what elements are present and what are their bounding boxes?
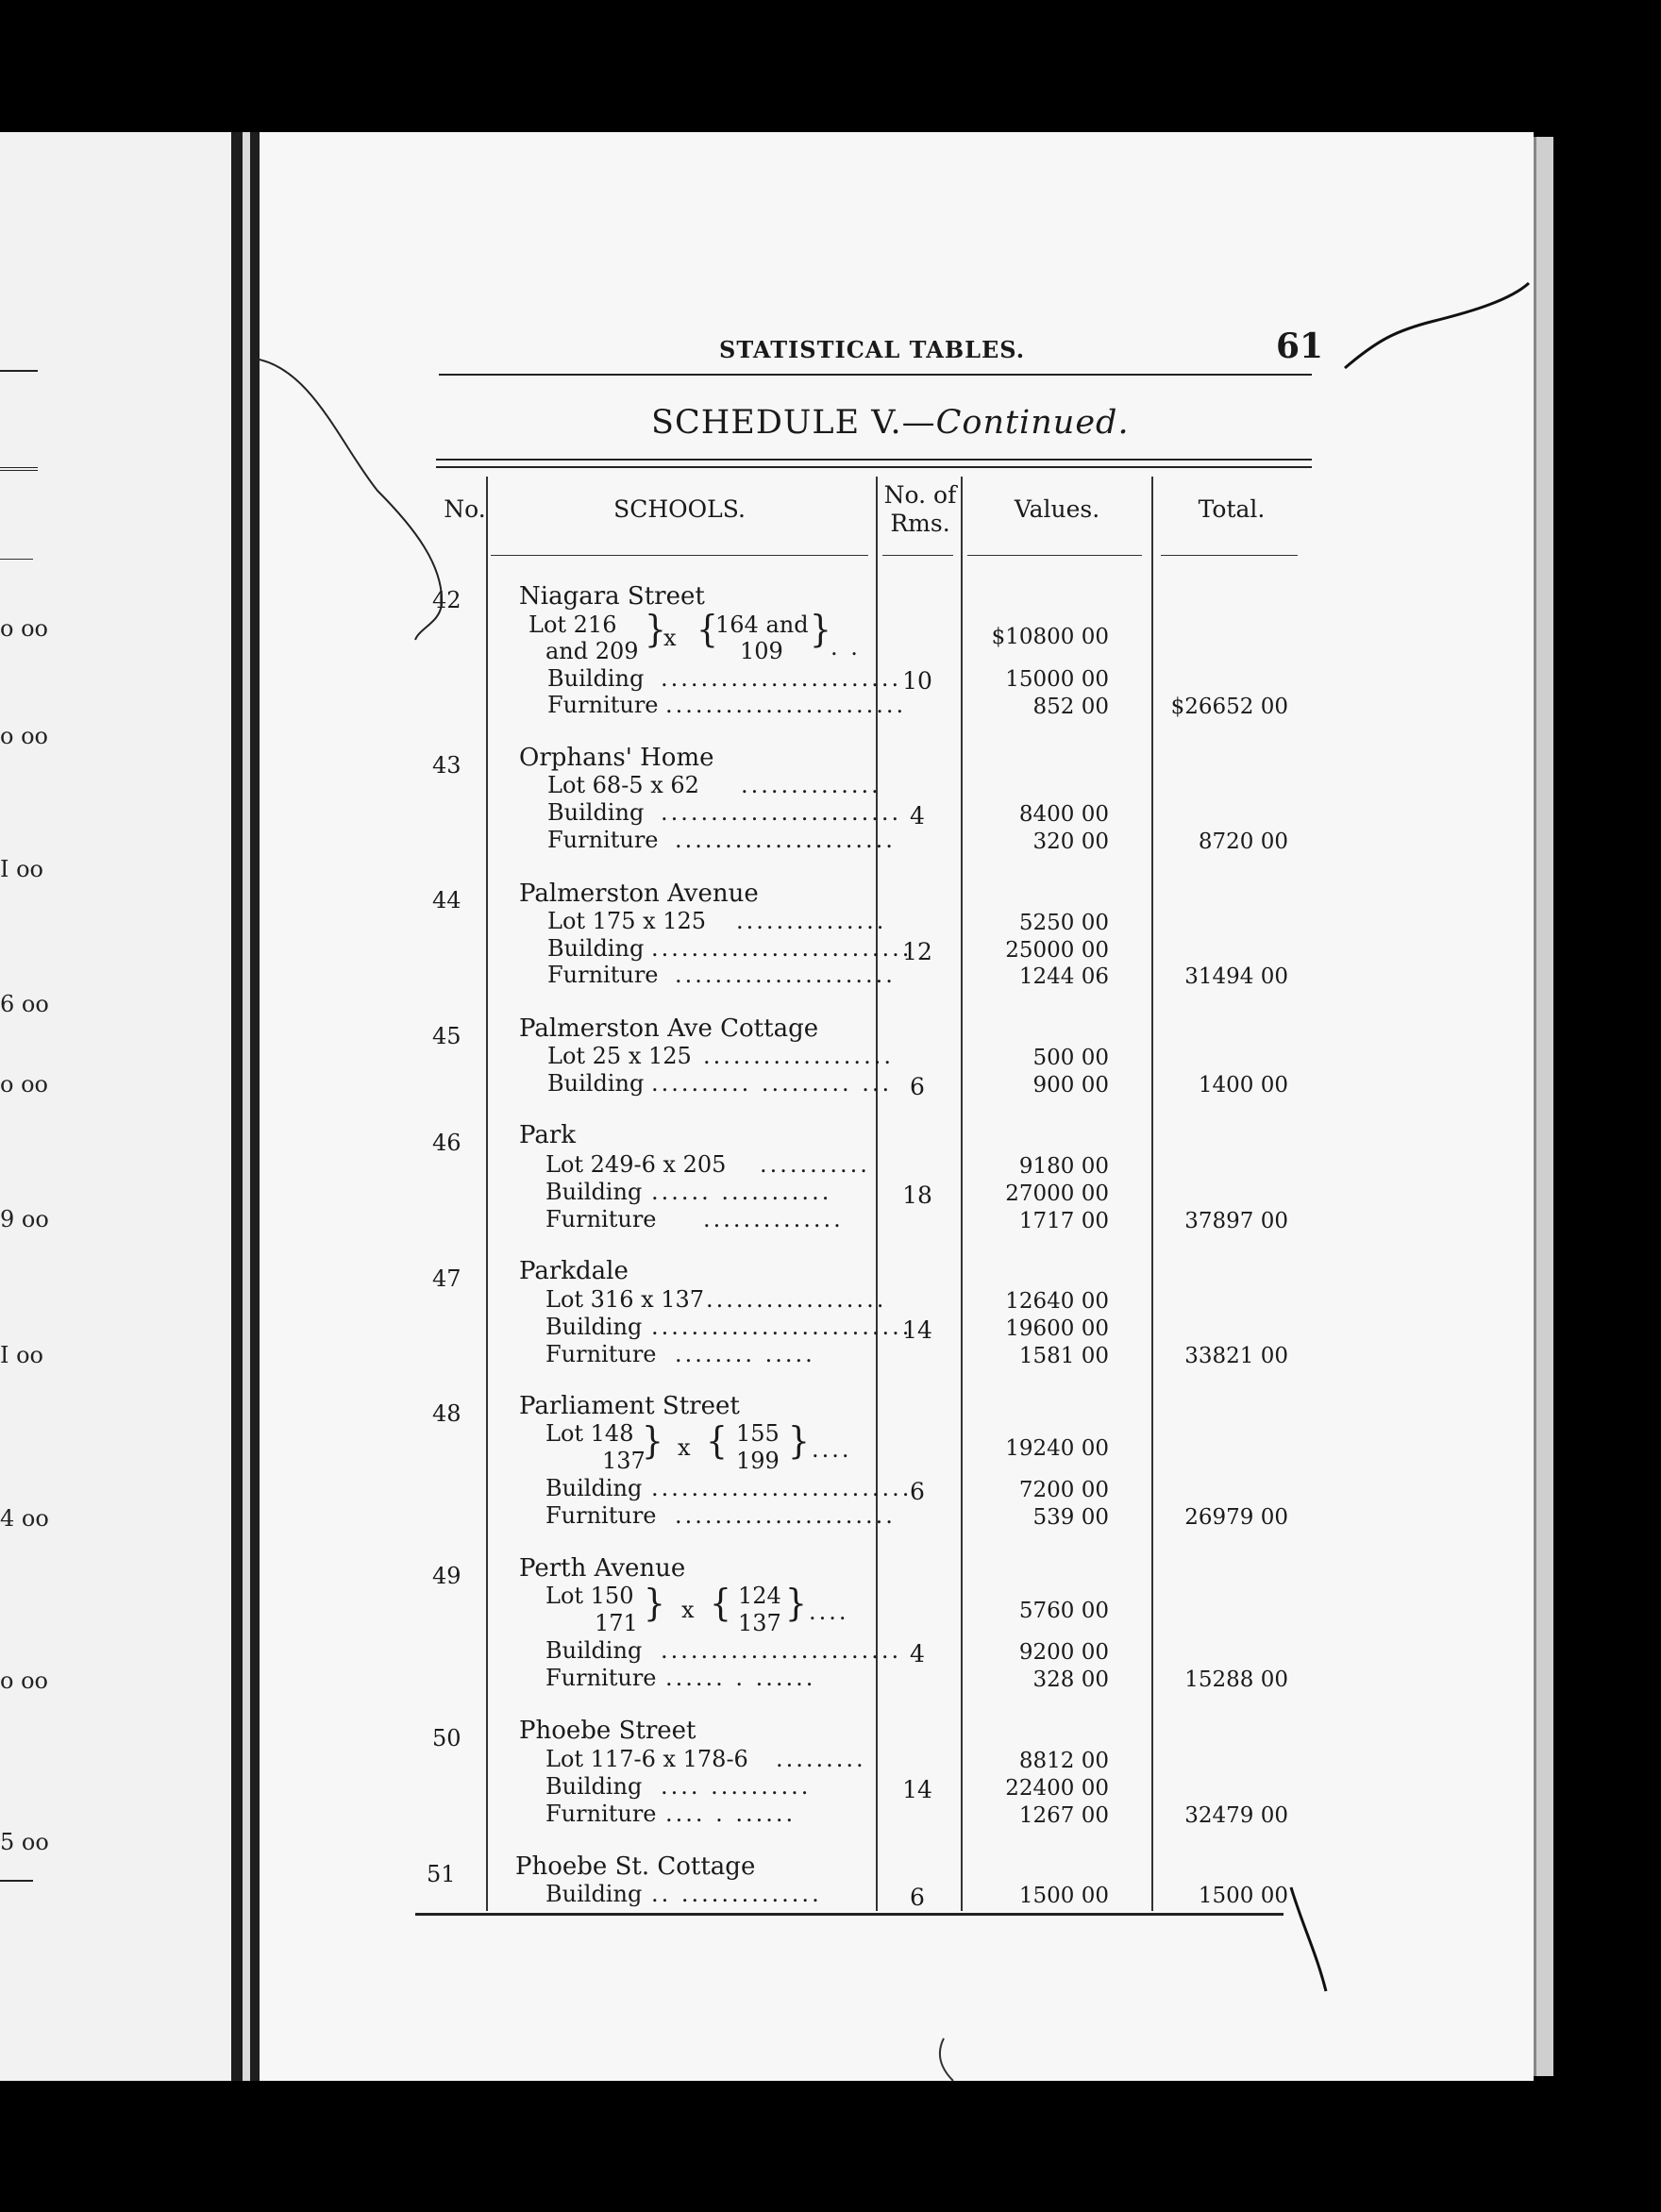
row-number: 50 [432,1725,461,1751]
value: 900 00 [1032,1073,1109,1098]
school-name: Phoebe Street [519,1717,696,1745]
rooms-count: 14 [902,1776,932,1803]
brace-glyph: } [810,608,831,651]
lot-dim-a: 164 and [715,612,809,638]
leader-dots: .... . ...... [665,1801,797,1827]
lot-dim-a: 155 [736,1420,780,1447]
leader-dots: ...................... [675,827,896,853]
item-label: Furniture [545,1206,657,1232]
row-total: 32479 00 [1184,1803,1288,1828]
running-title: STATISTICAL TABLES. [719,336,1026,363]
item-label: Furniture [545,1341,657,1367]
item-label: Lot 249-6 x 205 [545,1151,727,1178]
item-label: Furniture [545,1801,657,1827]
brace-glyph: } [642,1419,663,1463]
lot-line2: and 209 [545,638,639,664]
leader-dots: .. .............. [651,1881,822,1907]
leader-dots: ...... . ...... [665,1665,816,1691]
row-number: 45 [432,1023,461,1049]
col-header-rms-line2: Rms. [890,510,950,537]
value: 320 00 [1032,830,1109,854]
rooms-count: 4 [910,802,925,830]
brace-glyph: } [785,1582,807,1625]
value: 15000 00 [1005,667,1109,692]
col-header-no: No. [444,495,486,523]
lot-dim-b: 109 [740,638,783,664]
item-label: Building [545,1475,643,1501]
leader-dots: .......................... [651,1314,913,1340]
value: $10800 00 [991,625,1109,649]
leader-dots: . . [830,634,861,661]
value: 539 00 [1032,1505,1109,1530]
row-total: 1400 00 [1198,1073,1288,1098]
row-total: 26979 00 [1184,1505,1288,1530]
school-name: Perth Avenue [519,1554,686,1583]
item-label: Lot 175 x 125 [547,908,707,934]
lot-prefix: Lot 148 [545,1420,634,1447]
item-label: Building [545,1881,643,1907]
lot-dim-b: 199 [736,1448,780,1474]
brace-glyph: } [644,1582,665,1625]
value: 1581 00 [1018,1344,1109,1368]
leader-dots: ........................ [661,799,902,826]
value: 1500 00 [1018,1884,1109,1908]
leader-dots: .......................... [651,1475,913,1501]
left-page-fragment: 5 oo [0,1829,49,1855]
lot-prefix: Lot 216 [528,612,617,638]
brace-glyph: { [706,1419,728,1463]
row-total: 1500 00 [1198,1884,1288,1908]
rooms-count: 4 [910,1640,925,1667]
brace-glyph: } [788,1419,810,1463]
left-page-fragment: 6 oo [0,991,49,1017]
leader-dots: ...................... [675,962,896,988]
rooms-count: 14 [902,1316,932,1344]
item-label: Furniture [545,1502,657,1529]
schedule-title-main: SCHEDULE V.— [651,404,936,442]
row-number: 51 [427,1861,456,1887]
leader-dots: .... [812,1436,852,1463]
leader-dots: .............. [741,772,881,798]
row-number: 43 [432,752,461,779]
rooms-count: 10 [902,667,932,695]
value: 328 00 [1032,1667,1109,1692]
col-header-values: Values. [1014,495,1100,523]
rooms-count: 6 [910,1073,925,1100]
value: 8812 00 [1018,1749,1109,1773]
left-page-fragment: o oo [0,723,48,749]
item-label: Building [545,1314,643,1340]
item-label: Furniture [545,1665,657,1691]
item-label: Building [545,1179,643,1205]
lot-dim-b: 137 [738,1610,781,1636]
lot-line2: 137 [602,1448,646,1474]
leader-dots: .... .......... [661,1773,812,1800]
school-name: Park [519,1121,577,1149]
value: 9200 00 [1018,1640,1109,1665]
row-number: 44 [432,887,461,913]
value: 5250 00 [1018,911,1109,935]
rooms-count: 6 [910,1478,925,1505]
pen-stroke [255,359,442,640]
value: 27000 00 [1005,1181,1109,1206]
value: 22400 00 [1005,1776,1109,1801]
item-label: Building [547,665,645,692]
item-label: Furniture [547,962,659,988]
value: 1244 06 [1018,964,1109,989]
item-label: Building [547,935,645,962]
value: 19240 00 [1005,1436,1109,1461]
row-total: $26652 00 [1170,695,1288,719]
school-name: Parliament Street [519,1392,740,1420]
row-total: 15288 00 [1184,1667,1288,1692]
school-name: Niagara Street [519,582,705,611]
item-label: Lot 68-5 x 62 [547,772,699,798]
value: 500 00 [1032,1046,1109,1070]
leader-dots: ......... [776,1746,866,1772]
rooms-count: 6 [910,1884,925,1911]
item-label: Lot 25 x 125 [547,1043,692,1069]
rooms-count: 18 [902,1181,932,1209]
col-header-total: Total. [1198,495,1266,523]
row-number: 42 [432,587,461,613]
value: 852 00 [1032,695,1109,719]
lot-dim-a: 124 [738,1583,781,1609]
school-name: Phoebe St. Cottage [515,1852,756,1881]
brace-glyph: { [710,1582,731,1625]
value: 9180 00 [1018,1154,1109,1179]
lot-times: x [681,1597,695,1623]
leader-dots: ........ ..... [675,1341,815,1367]
leader-dots: ........... [760,1151,870,1178]
left-page-fragment: I oo [0,856,44,882]
value: 1267 00 [1018,1803,1109,1828]
lot-prefix: Lot 150 [545,1583,634,1609]
left-page-fragment: o oo [0,1667,48,1694]
row-number: 48 [432,1400,461,1427]
leader-dots: ........................ [661,1637,902,1664]
leader-dots: .......... ......... ... [651,1070,893,1097]
row-number: 49 [432,1563,461,1589]
value: 25000 00 [1005,938,1109,963]
pen-stroke [1291,1887,1326,1991]
value: 12640 00 [1005,1289,1109,1314]
pen-stroke [940,2038,953,2081]
left-page-fragment: o oo [0,615,48,642]
item-label: Building [545,1773,643,1800]
left-page-fragment: I oo [0,1342,44,1368]
left-page-fragment: o oo [0,1071,48,1098]
school-name: Parkdale [519,1257,629,1285]
brace-glyph: } [645,608,666,651]
leader-dots: .................. [706,1286,887,1313]
item-label: Building [545,1637,643,1664]
value: 19600 00 [1005,1316,1109,1341]
brace-glyph: { [696,608,718,651]
leader-dots: ................... [703,1043,894,1069]
schedule-title-italic: Continued. [935,404,1130,442]
lot-line2: 171 [595,1610,638,1636]
rooms-count: 12 [902,938,932,965]
row-number: 47 [432,1265,461,1292]
leader-dots: ........................ [661,665,902,692]
item-label: Lot 117-6 x 178-6 [545,1746,748,1772]
item-label: Building [547,799,645,826]
item-label: Furniture [547,692,659,718]
lot-times: x [663,625,677,651]
row-total: 33821 00 [1184,1344,1288,1368]
value: 5760 00 [1018,1599,1109,1623]
leader-dots: .............. [703,1206,844,1232]
school-name: Palmerston Ave Cottage [519,1014,819,1043]
leader-dots: .... [809,1599,849,1625]
left-page-fragment: 9 oo [0,1206,49,1232]
row-total: 8720 00 [1198,830,1288,854]
leader-dots: .......................... [651,935,913,962]
item-label: Lot 316 x 137 [545,1286,705,1313]
row-number: 46 [432,1130,461,1156]
page-number: 61 [1276,327,1324,366]
left-page-fragment: 4 oo [0,1505,49,1532]
col-header-schools: SCHOOLS. [613,495,746,523]
col-header-rms-line1: No. of [883,481,957,509]
item-label: Furniture [547,827,659,853]
leader-dots: ...... ........... [651,1179,832,1205]
value: 8400 00 [1018,802,1109,827]
row-total: 31494 00 [1184,964,1288,989]
school-name: Orphans' Home [519,744,714,772]
row-total: 37897 00 [1184,1209,1288,1233]
school-name: Palmerston Avenue [519,880,759,908]
leader-dots: ........................ [665,692,907,718]
lot-times: x [678,1434,691,1461]
leader-dots: ............... [736,908,887,934]
value: 7200 00 [1018,1478,1109,1502]
value: 1717 00 [1018,1209,1109,1233]
leader-dots: ...................... [675,1502,896,1529]
item-label: Building [547,1070,645,1097]
pen-stroke [1345,283,1529,368]
